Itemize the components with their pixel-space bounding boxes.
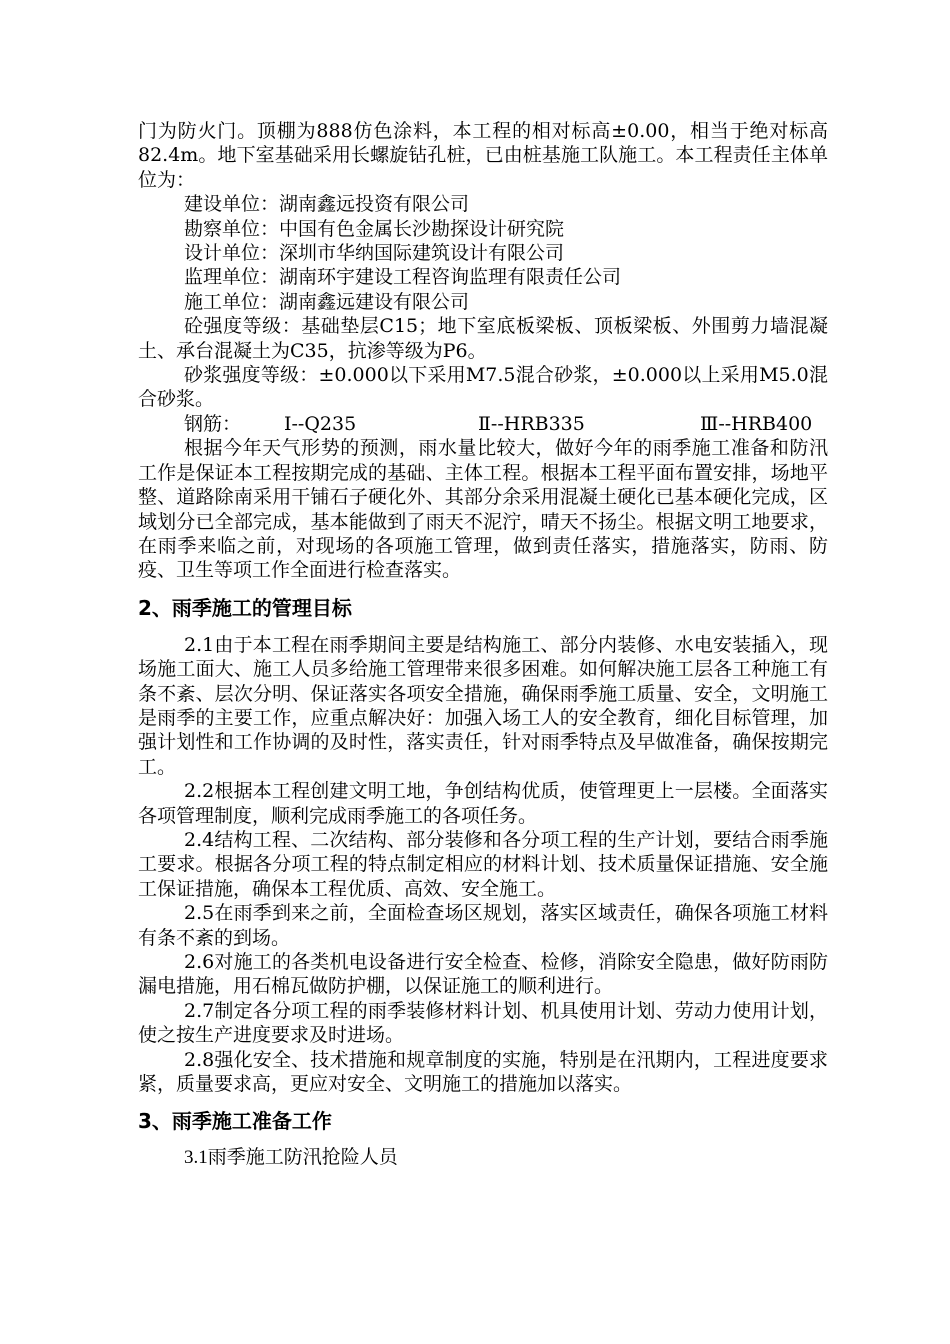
unit-contractor bbox=[138, 290, 828, 314]
unit-construction bbox=[138, 192, 828, 216]
list-item: 2.8强化安全、技术措施和规章制度的实施，特别是在汛期内，工程进度要求紧，质量要求高，更应对安全、文明施工的措施加以落实。 bbox=[138, 1048, 828, 1096]
mortar-grade-paragraph: 砂浆强度等级：±0.000以下采用M7.5混合砂浆，±0.000以上采用M5.0混合砂浆。 bbox=[138, 364, 828, 411]
rebar-line bbox=[138, 412, 828, 436]
unit-label: 建设单位： bbox=[184, 193, 280, 216]
list-item: 2.4结构工程、二次结构、部分装修和各分项工程的生产计划，要结合雨季施工要求。根据各分项工程的特点制定相应的材料计划、技术质量保证措施、安全施工保证措施，确保本工程优质、高效、安全施工。 bbox=[138, 828, 828, 900]
unit-design bbox=[138, 241, 828, 265]
concrete-grade-paragraph: 砼强度等级：基础垫层C15；地下室底板梁板、顶板梁板、外围剪力墙混凝土、承台混凝土为C35，抗渗等级为P6。 bbox=[138, 315, 828, 362]
unit-label: 勘察单位： bbox=[184, 217, 280, 240]
unit-value: 湖南鑫远投资有限公司 bbox=[279, 193, 470, 216]
unit-value: 深圳市华纳国际建筑设计有限公司 bbox=[279, 242, 565, 265]
rebar-label: 钢筋： bbox=[184, 412, 242, 435]
unit-value: 湖南鑫远建设有限公司 bbox=[279, 290, 470, 313]
section-heading-3: 3、雨季施工准备工作 bbox=[138, 1109, 332, 1134]
unit-survey bbox=[138, 217, 828, 241]
rebar-grade-1: Ⅰ--Q235 bbox=[284, 412, 357, 435]
unit-label: 施工单位： bbox=[184, 290, 280, 313]
section-heading-2: 2、雨季施工的管理目标 bbox=[138, 595, 352, 620]
unit-supervision bbox=[138, 265, 828, 289]
unit-value: 中国有色金属长沙勘探设计研究院 bbox=[279, 217, 565, 240]
unit-label: 监理单位： bbox=[184, 266, 280, 289]
list-item: 2.7制定各分项工程的雨季装修材料计划、机具使用计划、劳动力使用计划，使之按生产进度要求及时进场。 bbox=[138, 999, 828, 1047]
weather-paragraph: 根据今年天气形势的预测，雨水量比较大，做好今年的雨季施工准备和防汛工作是保证本工程按期完成的基础、主体工程。根据本工程平面布置安排，场地平整、道路除南采用干铺石子硬化外、其部分余采用混凝土硬化已基本硬化完成，区域划分已全部完成，基本能做到了雨天不泥泞，晴天不扬尘。根据文明工地要求，在雨季来临之前，对现场的各项施工管理，做到责任落实，措施落实，防雨、防疫、卫生等项工作全面进行检查落实。 bbox=[138, 437, 828, 582]
subsection-3-1: 3.1雨季施工防汛抢险人员 bbox=[184, 1147, 398, 1169]
document-page bbox=[138, 119, 828, 1171]
unit-label: 设计单位： bbox=[184, 242, 280, 265]
rebar-grade-2: Ⅱ--HRB335 bbox=[478, 412, 585, 435]
list-item: 2.1由于本工程在雨季期间主要是结构施工、部分内装修、水电安装插入，现场施工面大、施工人员多给施工管理带来很多困难。如何解决施工层各工种施工有条不紊、层次分明、保证落实各项安全措施，确保雨季施工质量、安全，文明施工是雨季的主要工作，应重点解决好：加强入场工人的安全教育，细化目标管理，加强计划性和工作协调的及时性，落实责任，针对雨季特点及早做准备，确保按期完工。 bbox=[138, 633, 828, 778]
list-item: 2.2根据本工程创建文明工地，争创结构优质，使管理更上一层楼。全面落实各项管理制度，顺利完成雨季施工的各项任务。 bbox=[138, 780, 828, 827]
rebar-grade-3: Ⅲ--HRB400 bbox=[700, 412, 813, 435]
unit-value: 湖南环宇建设工程咨询监理有限责任公司 bbox=[279, 266, 622, 289]
list-item: 2.6对施工的各类机电设备进行安全检查、检修，消除安全隐患，做好防雨防漏电措施，用石棉瓦做防护棚，以保证施工的顺利进行。 bbox=[138, 951, 828, 998]
intro-paragraph: 门为防火门。顶棚为888仿色涂料，本工程的相对标高±0.00，相当于绝对标高82.4m。地下室基础采用长螺旋钻孔桩，已由桩基施工队施工。本工程责任主体单位为： bbox=[138, 120, 828, 191]
list-item: 2.5在雨季到来之前，全面检查场区规划，落实区域责任，确保各项施工材料有条不紊的到场。 bbox=[138, 902, 828, 949]
